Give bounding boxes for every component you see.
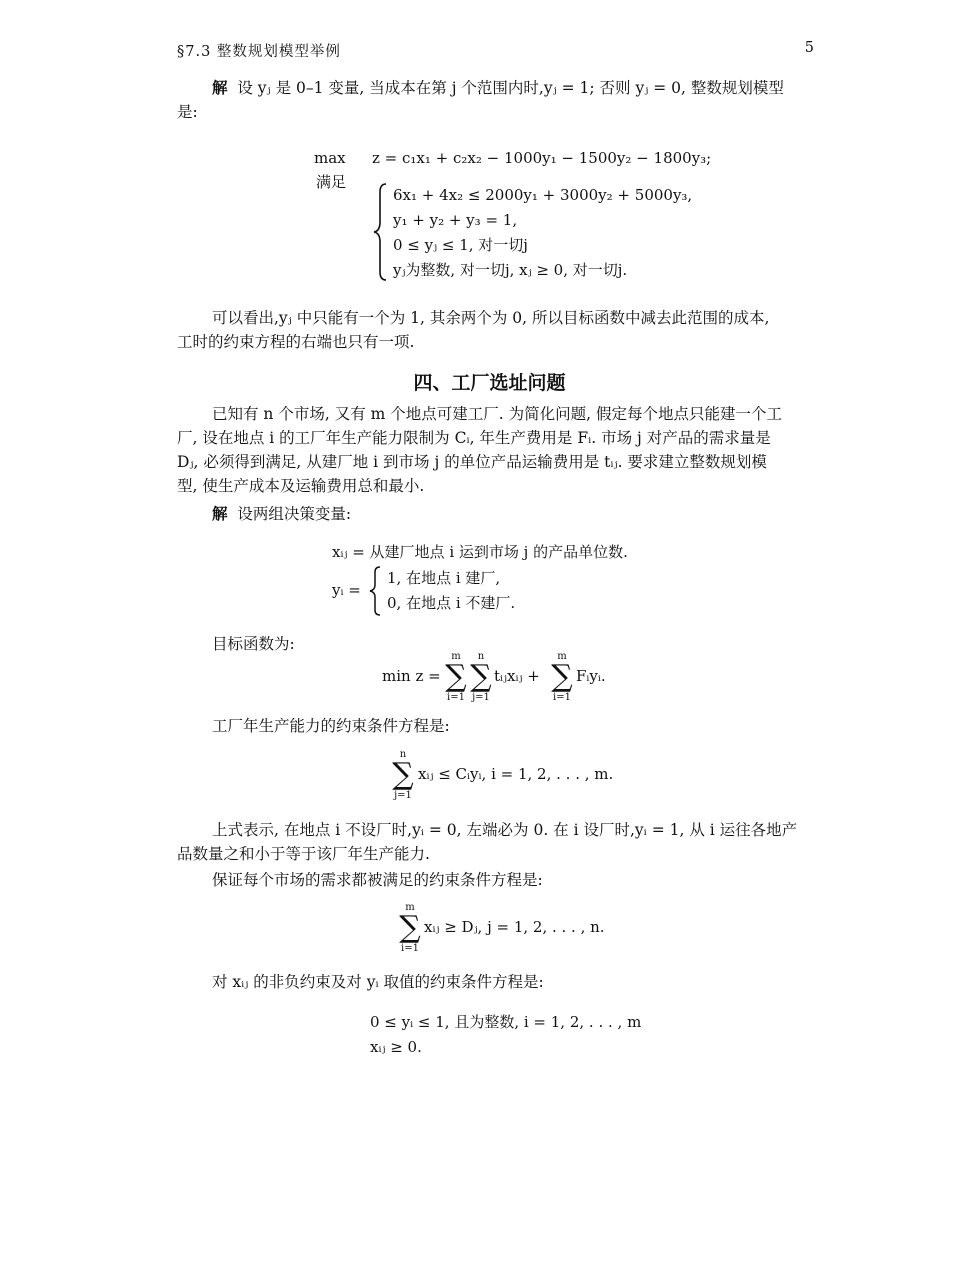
y-bound-constraint: 0 ≤ yᵢ ≤ 1, 且为整数, i = 1, 2, . . . , m — [370, 1013, 642, 1031]
problem-line3: Dⱼ, 必须得到满足, 从建厂地 i 到市场 j 的单位产品运输费用是 tᵢⱼ. 要求建立整数规划模 — [177, 453, 767, 471]
objective-intro — [177, 632, 817, 656]
x-variable-definition: xᵢⱼ = 从建厂地点 i 运到市场 j 的产品单位数. — [332, 543, 628, 561]
section-heading: 四、工厂选址问题 — [413, 372, 566, 394]
observation-paragraph — [177, 306, 817, 354]
max-label: max — [314, 149, 346, 167]
solution-label-2: 解 — [212, 504, 228, 523]
problem-line1: 已知有 n 个市场, 又有 m 个地点可建工厂. 为简化问题, 假定每个地点只能建一个工 — [212, 405, 782, 423]
sum-i-1-m: m ∑ i=1 — [445, 651, 467, 703]
sum-j-1-n-cap: n ∑ j=1 — [392, 749, 414, 801]
capacity-intro-text: 工厂年生产能力的约束条件方程是: — [212, 717, 450, 735]
observation-line2: 工时的约束方程的右端也只有一项. — [177, 333, 415, 351]
subject-to-label: 满足 — [316, 173, 347, 191]
nonneg-intro — [177, 970, 817, 994]
sum-j-1-n: n ∑ j=1 — [470, 651, 492, 703]
x-nonneg-constraint: xᵢⱼ ≥ 0. — [370, 1038, 422, 1056]
capacity-constraint: xᵢⱼ ≤ Cᵢyᵢ, i = 1, 2, . . . , m. — [418, 765, 614, 783]
solution-text-2: 设两组决策变量: — [237, 505, 352, 523]
observation-line1: 可以看出,yⱼ 中只能有一个为 1, 其余两个为 0, 所以目标函数中减去此范围的成本, — [212, 309, 770, 327]
sum-i-1-m-2: m ∑ i=1 — [551, 651, 573, 703]
y-variable-lhs: yᵢ = — [332, 581, 361, 599]
solution-text-line1: 设 yⱼ 是 0–1 变量, 当成本在第 j 个范围内时,yⱼ = 1; 否则 yⱼ = 0, 整数规划模型 — [237, 79, 784, 97]
constraint-3: 0 ≤ yⱼ ≤ 1, 对一切j — [393, 236, 528, 254]
fixed-cost-term: Fᵢyᵢ. — [576, 667, 606, 685]
running-header-section: §7.3 整数规划模型举例 — [177, 44, 341, 60]
problem-line4: 型, 使生产成本及运输费用总和最小. — [177, 477, 425, 495]
capacity-explanation-line1: 上式表示, 在地点 i 不设厂时,yᵢ = 0, 左端必为 0. 在 i 设厂时,yᵢ = 1, 从 i 运往各地产 — [212, 821, 798, 839]
constraint-2: y₁ + y₂ + y₃ = 1, — [393, 211, 518, 229]
min-lhs: min z = — [382, 667, 441, 685]
sum-i-1-m-dem: m ∑ i=1 — [399, 902, 421, 954]
y-case-2: 0, 在地点 i 不建厂. — [387, 594, 516, 612]
objective-function-1: z = c₁x₁ + c₂x₂ − 1000y₁ − 1500y₂ − 1800y₃; — [372, 149, 712, 167]
capacity-explanation — [177, 818, 817, 866]
demand-intro-text: 保证每个市场的需求都被满足的约束条件方程是: — [212, 871, 543, 889]
solution-paragraph-1 — [177, 76, 817, 124]
solution-text-line2: 是: — [177, 103, 198, 121]
constraint-brace — [372, 182, 388, 282]
constraint-4: yⱼ为整数, 对一切j, xⱼ ≥ 0, 对一切j. — [393, 261, 628, 279]
objective-intro-text: 目标函数为: — [212, 635, 295, 653]
solution-paragraph-2 — [177, 502, 817, 526]
solution-label: 解 — [212, 78, 228, 97]
capacity-intro — [177, 714, 817, 738]
case-brace — [368, 566, 382, 616]
capacity-explanation-line2: 品数量之和小于等于该厂年生产能力. — [177, 845, 430, 863]
problem-line2: 厂, 设在地点 i 的工厂年生产能力限制为 Cᵢ, 年生产费用是 Fᵢ. 市场 j 对产品的需求量是 — [177, 429, 771, 447]
transport-cost-term: tᵢⱼxᵢⱼ + — [494, 667, 540, 685]
page-number: 5 — [804, 40, 814, 56]
problem-statement — [177, 402, 817, 498]
nonneg-intro-text: 对 xᵢⱼ 的非负约束及对 yᵢ 取值的约束条件方程是: — [212, 973, 544, 991]
y-case-1: 1, 在地点 i 建厂, — [387, 569, 501, 587]
demand-intro — [177, 868, 817, 892]
constraint-1: 6x₁ + 4x₂ ≤ 2000y₁ + 3000y₂ + 5000y₃, — [393, 186, 693, 204]
demand-constraint: xᵢⱼ ≥ Dⱼ, j = 1, 2, . . . , n. — [424, 918, 605, 936]
